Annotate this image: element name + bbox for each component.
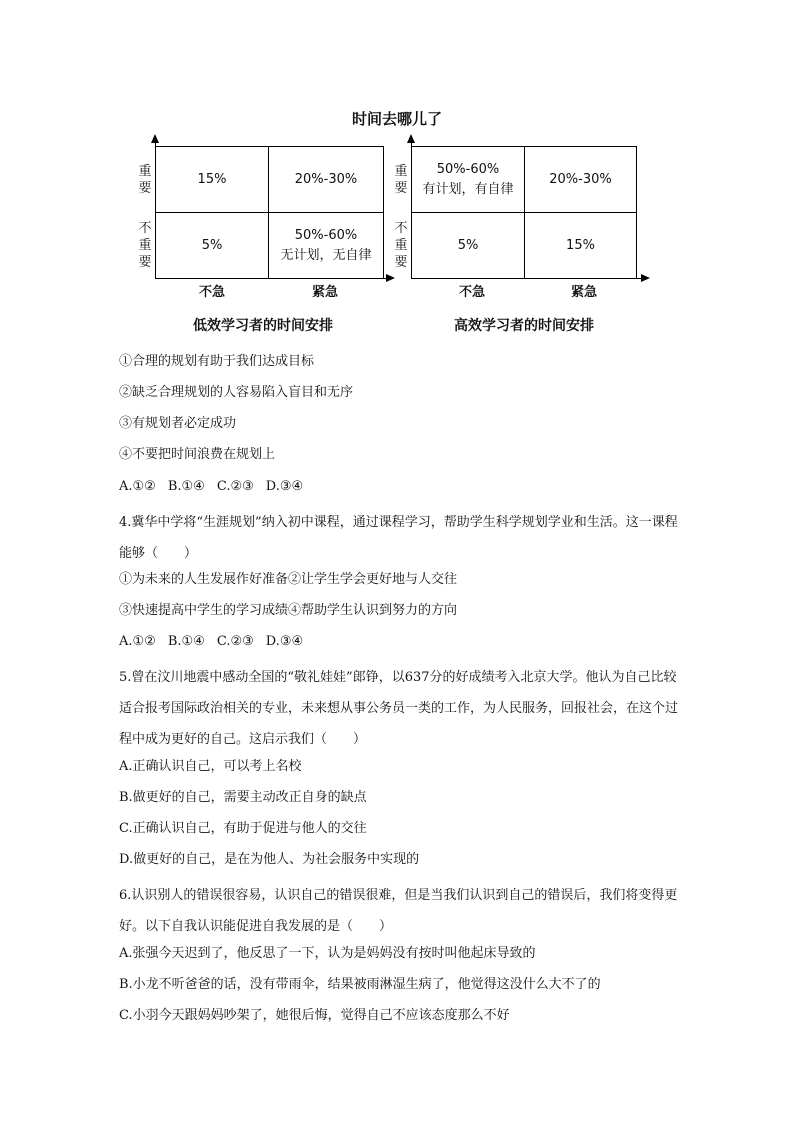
- q4-option-b[interactable]: B.①④: [167, 634, 205, 649]
- right-x-axis-arrow: [641, 274, 650, 282]
- left-cell-unimportant-urgent: 50%-60% 无计划，无自律: [280, 227, 372, 263]
- q4-option-a[interactable]: A.①②: [119, 634, 156, 649]
- q3-options: [119, 477, 679, 497]
- right-x-label-urgent: 紧急: [571, 285, 598, 300]
- q3-option-c[interactable]: C.②③: [216, 479, 254, 494]
- left-caption: 低效学习者的时间安排: [193, 318, 333, 334]
- right-x-label-not-urgent: 不急: [459, 285, 486, 300]
- right-y-label-unimportant: 不重要: [394, 221, 408, 270]
- right-cell-important-not-urgent: 50%-60% 有计划，有自律: [422, 161, 514, 197]
- q5-option-b[interactable]: B.做更好的自己，需要主动改正自身的缺点: [119, 790, 367, 805]
- q5-option-a[interactable]: A.正确认识自己，可以考上名校: [119, 759, 302, 774]
- q4-line-2: ③快速提高中学生的学习成绩④帮助学生认识到努力的方向: [119, 603, 458, 618]
- q3-item-1: ①合理的规划有助于我们达成目标: [119, 354, 315, 369]
- q4-stem: 4.冀华中学将“生涯规划”纳入初中课程，通过课程学习，帮助学生科学规划学业和生活。这一课程能够（ ）: [119, 515, 678, 561]
- q4-option-d[interactable]: D.③④: [265, 634, 304, 649]
- right-caption: 高效学习者的时间安排: [454, 318, 594, 334]
- left-x-label-urgent: 紧急: [312, 285, 339, 300]
- q5-stem: 5.曾在汶川地震中感动全国的“敬礼娃娃”郎铮，以637分的好成绩考入北京大学。他认为自己比较适合报考国际政治相关的专业，未来想从事公务员一类的工作，为人民服务，回报社会，在这个过程中成为更好的自己。这启示我们（ ）: [119, 670, 679, 747]
- right-cell-important-urgent: 20%-30%: [549, 171, 612, 187]
- q4-options: [119, 632, 679, 652]
- q5-option-c[interactable]: C.正确认识自己，有助于促进与他人的交往: [119, 821, 367, 836]
- q6-stem: 6.认识别人的错误很容易，认识自己的错误很难，但是当我们认识到自己的错误后，我们将变得更好。以下自我认识能促进自我发展的是（ ）: [119, 888, 678, 934]
- q5-option-d[interactable]: D.做更好的自己，是在为他人、为社会服务中实现的: [119, 852, 420, 867]
- q6-option-b[interactable]: B.小龙不听爸爸的话，没有带雨伞，结果被雨淋湿生病了，他觉得这没什么大不了的: [119, 977, 601, 992]
- right-cell-unimportant-not-urgent: 5%: [457, 237, 479, 253]
- left-cell-unimportant-not-urgent: 5%: [201, 237, 223, 253]
- right-y-axis-arrow: [407, 134, 415, 143]
- left-y-label-important: 重要: [138, 164, 152, 196]
- time-allocation-figure: [0, 0, 794, 345]
- q3-option-a[interactable]: A.①②: [119, 479, 156, 494]
- q3-option-d[interactable]: D.③④: [265, 479, 304, 494]
- q4-option-c[interactable]: C.②③: [216, 634, 254, 649]
- q4-line-1: ①为未来的人生发展作好准备②让学生学会更好地与人交往: [119, 572, 458, 587]
- q6-option-c[interactable]: C.小羽今天跟妈妈吵架了，她很后悔，觉得自己不应该态度那么不好: [119, 1008, 510, 1023]
- q3-item-2: ②缺乏合理规划的人容易陷入盲目和无序: [119, 385, 354, 400]
- q3-item-3: ③有规划者必定成功: [119, 416, 237, 431]
- left-y-label-unimportant: 不重要: [138, 221, 152, 270]
- left-cell-important-not-urgent: 15%: [197, 171, 227, 187]
- right-y-label-important: 重要: [394, 164, 408, 196]
- left-x-axis-arrow: [386, 274, 395, 282]
- q3-option-b[interactable]: B.①④: [167, 479, 205, 494]
- left-x-label-not-urgent: 不急: [199, 285, 226, 300]
- q6-option-a[interactable]: A.张强今天迟到了，他反思了一下，认为是妈妈没有按时叫他起床导致的: [119, 946, 536, 961]
- right-cell-unimportant-urgent: 15%: [566, 237, 595, 253]
- left-y-axis-arrow: [151, 134, 159, 143]
- figure-title: 时间去哪儿了: [351, 110, 442, 128]
- q3-item-4: ④不要把时间浪费在规划上: [119, 447, 276, 462]
- left-cell-important-urgent: 20%-30%: [294, 171, 358, 187]
